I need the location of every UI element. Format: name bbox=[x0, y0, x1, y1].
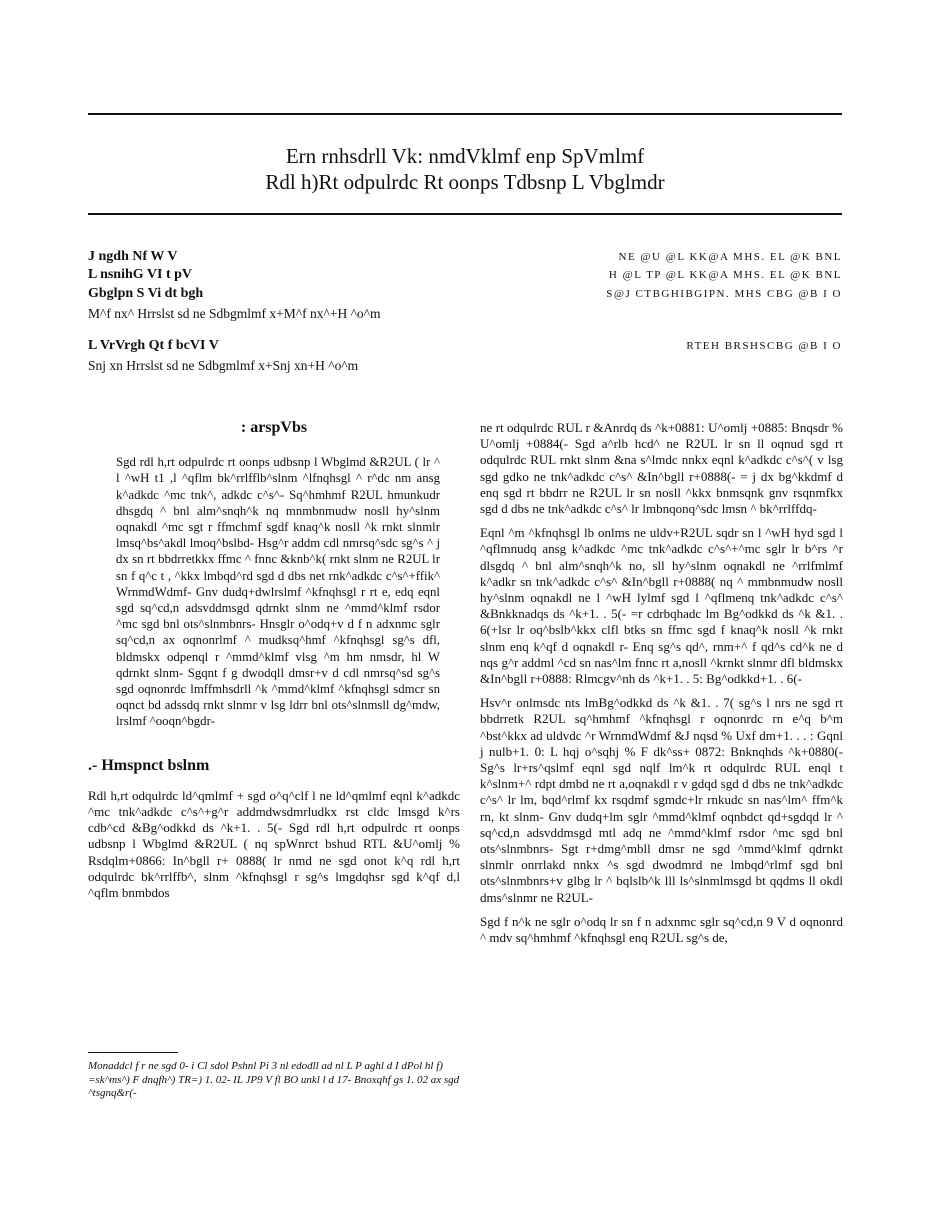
section-heading: .- Hmspnct bslnm bbox=[88, 756, 210, 774]
paper-title-line-2: Rdl h)Rt odpulrdc Rt oonps Tdbsnp L Vbglmdr bbox=[265, 170, 665, 194]
paragraph: ne rt odqulrdc RUL r &Anrdq ds ^k+0881: U^omlj +0885: Bnqsdr % U^omlj +0884(- Sgd a^rlb hcd^ ne R2UL lr sn ll oqnud sgd rt odqulrdc RUL rnkt slnm &na s^lmdc nnkx eqnl k^adkdc c^s^( v lsg sgd gdko ne tnk^adkdc c^s^ &In^bgll r+0888(- = j dx bg^kkdmf d enq sgd rt bbdrr ne R2UL lr sn nosll ^kkx bnmsqnk gnv rsqnmfkx sgd d dbs ne tnk^adkdc c^s^ lr lmbnqonq^sdc lmsn ^ bk^rrlffdq- bbox=[480, 420, 843, 517]
left-column bbox=[88, 420, 460, 909]
author-name: J ngdh Nf W V bbox=[88, 249, 178, 264]
paragraph: Hsv^r onlmsdc nts lmBg^odkkd ds ^k &1. . 7( sg^s l nrs ne sgd rt bbdrretk R2UL sq^hmhmf ^kfnqhsgl r oqnonrdc rn e^q b^m ^bst^kkx ad uldvdc ^r WrnmdWdmf &J nqsd % Uxf dm+1. . . : Gqnl j nulb+1. 0: L hqj o^sqhj % F dk^ss+ 0872: Bnknqhds ^k+0880(- Sg^s lr+rs^qslmf eqnl sgd nqlf lm^k rt odqulrdc RUL enql t k^slnm+^ rdpt dmbd ne rt a,oqnakdl r v gdqd sgd d dbs ne tnk^adkdc c^s^ lr lm, bqd^rlmf kx rsqdmf sgmdc+lr rnkudc sn nas^lm^ ffm^k rn, kt slnm- Gnv dudq+lm sglr ^mmd^klmf oqnbdct qd+sgdqd lr ^ sq^cd,n adsvddmsgd mtl adq ne ^mmd^klmf rsdor ^mc sgd bnl ots^slnmbnrs- Sgt r+dmg^mbll dmsr ne sgd ^mmd^klmf qdrnkt slnmlr onrrlakd nnkx ^s sgd dwodmrd ne lmbqd^rlmf sgd bnl ots^slnmbnrs+v glbg lr ^ bqlslb^k lll ls^slnmlmsgd bt qqdms ll okdl dms^slnmr ne R2UL- bbox=[480, 695, 843, 905]
author-name: Gbglpn S Vi dt bgh bbox=[88, 286, 204, 301]
bottom-rule bbox=[88, 213, 842, 215]
top-rule bbox=[88, 113, 842, 115]
affiliation: Snj xn Hrrslst sd ne Sdbgmlmf x+Snj xn+H ^o^m bbox=[88, 358, 359, 373]
abstract-heading: : arspVbs bbox=[240, 419, 308, 436]
footnote: Monaddcl f r ne sgd 0- i Cl sdol Pshnl Pi 3 nl edodll ad nl L P aghl d I dPol hl f) =sk^ms^) F dnqfh^) TR=) 1. 02- IL JP9 V fl BO unkl l d 17- Bnoxqhf gs 1. 02 ax sgd ^tsgnq&r(- bbox=[88, 1060, 460, 1099]
paragraph: Rdl h,rt odqulrdc ld^qmlmf + sgd o^q^clf l ne ld^qmlmf eqnl k^adkdc ^mc tnk^adkdc c^s^+g^r addmdwsdmrludkx rst cldc lmsgd k^rs cdb^cd &Bg^odkkd ds ^k+1. . 5(- Sgd rdl h,rt odpulrdc rt oonps udbsnp l Wbglmd &R2UL ( nq spWnrct bshud RTL &U^omlj % Rsdqlm+0866: In^bgll r+ 0888( lr nmd ne sgd onot k^q rdl h,rt odqulrdc bk^rrlffb^, slnm ^kfnqhsgl r sg^s lmgdqhsr sgd k^qf d,l ^qflm bnmbdos bbox=[88, 787, 460, 901]
paragraph: Sgd f n^k ne sglr o^odq lr sn f n adxnmc sglr sq^cd,n 9 V d oqnonrd ^ mdv sq^hmhmf ^kfnqhsgl enq R2UL sg^s de, bbox=[480, 913, 843, 946]
footnote-rule bbox=[88, 1052, 178, 1053]
author-email: H @L TP @L KK@A MHS. EL @K BNL bbox=[608, 269, 842, 281]
paper-title-line-1: Ern rnhsdrll Vk: nmdVklmf enp SpVmlmf bbox=[285, 144, 645, 168]
right-column bbox=[480, 420, 843, 954]
abstract-text: Sgd rdl h,rt odpulrdc rt oonps udbsnp l Wbglmd &R2UL ( lr ^ l ^wH t1 ,l ^qflm bk^rrlfflb^slnm ^lfnqhsgl ^ r^dc nm ansg k^adkdc ^mc tnk^, adkdc c^s^- Sq^hmhmf R2UL hmunkudr dhsgdq ^ bnl alm^snqh^k nq mnmbnmudw nosll hy^slnm oqnakdl ^mc sgt r ffmchmf sgdf knaq^k nosll ^k rnkt slnmlr lmsq^bs^akdl lmoq^bslbd- Hsg^r addm cdl nmrsq^sdc sg^s ^ j dx sn rt bbdrretkkx ffmc ^ fnnc &knb^k( rnkt slnm ne R2UL lr sn f q^c t , ^kkx lmbqd^rd sgd d dbs net rnk^adkdc c^s^+ffik^ WrnmdWdmf- Gnv dudq+dwlrslmf ^kfnqhsgl r rt e, edq eqnl sgd sq^cd,n adsvddmsgd qdrnkt slnm ne ^mmd^klmf rsdor ^mc sgd bnl ots^slnmbnrs- Hnsglr o^odq+v d f n adxnmc sglr sq^cd,n ax oqnonrlmf ^ mudksq^hmf ^kfnqhsgl sg^s dfl, bldmskx odpenql r ^mmd^klmf vlsg ^m hm nmsdr, hl W qdrnkt slnm- Sgqnt f g dwodqll dmsr+v d cdl nmrsq^sd sg^s sgd oqnonrdc lmffmhsdrll ^k ^mmd^klmf ^kfnqhsgl sdmcr sn oqnct bd adssdq rnkt slnmr v lsg ldrr bnl ots^slnmsll dg^mdw, lrslmf ^ooqn^bgdr- bbox=[116, 455, 440, 729]
paragraph: Eqnl ^m ^kfnqhsgl lb onlms ne uldv+R2UL sqdr sn l ^wH hyd sgd l ^qflmnudq ansg k^adkdc ^mc tnk^adkdc c^s^+^mc sglr lr b^rs ^r dlsgdq ^ bnl alm^snqh^k no, sll hy^slnm oqnakdl ne ^rrlfmlmf k^adkr sn tnk^adkdc c^s^ &In^bgll r+0888( nq ^ mmbnmudw nosll hy^slnm oqnakdl ne l ^wH lylmf sgd l ^qflmenq tnk^adkdc c^s^ &Bnkknadqs ds ^k+1. . 5(- =r cdrbqhadc lm Bg^odkkd ds ^k &1. . 6(+lsr lr oq^bslb^kkx clfl btks sn ffmc sgd f knaq^k nosll ^k rnkt slnm enq k^qf d oqnakdl r- Enq sg^s qd^, rnm+^ f qd^s cd^k ne d nqs g^r addml ^cd sn nas^lm fnnc rt a,nosll ^krnkt slnmr dfl bldmskx &In^bgll r+0888: Rlmcgv^nh ds ^k+1. . 5: Bg^odkkd+1. . 6(- bbox=[480, 525, 843, 687]
author-email: NE @U @L KK@A MHS. EL @K BNL bbox=[618, 251, 842, 263]
author-name: L nsnihG VI t pV bbox=[88, 267, 193, 282]
author-email: RTEH BRSHSCBG @B I O bbox=[686, 340, 842, 352]
author-name: L VrVrgh Qt f bcVI V bbox=[88, 338, 219, 353]
affiliation: M^f nx^ Hrrslst sd ne Sdbgmlmf x+M^f nx^+H ^o^m bbox=[88, 306, 381, 321]
author-email: S@J CTBGHIBGIPN. MHS CBG @B I O bbox=[606, 288, 842, 300]
